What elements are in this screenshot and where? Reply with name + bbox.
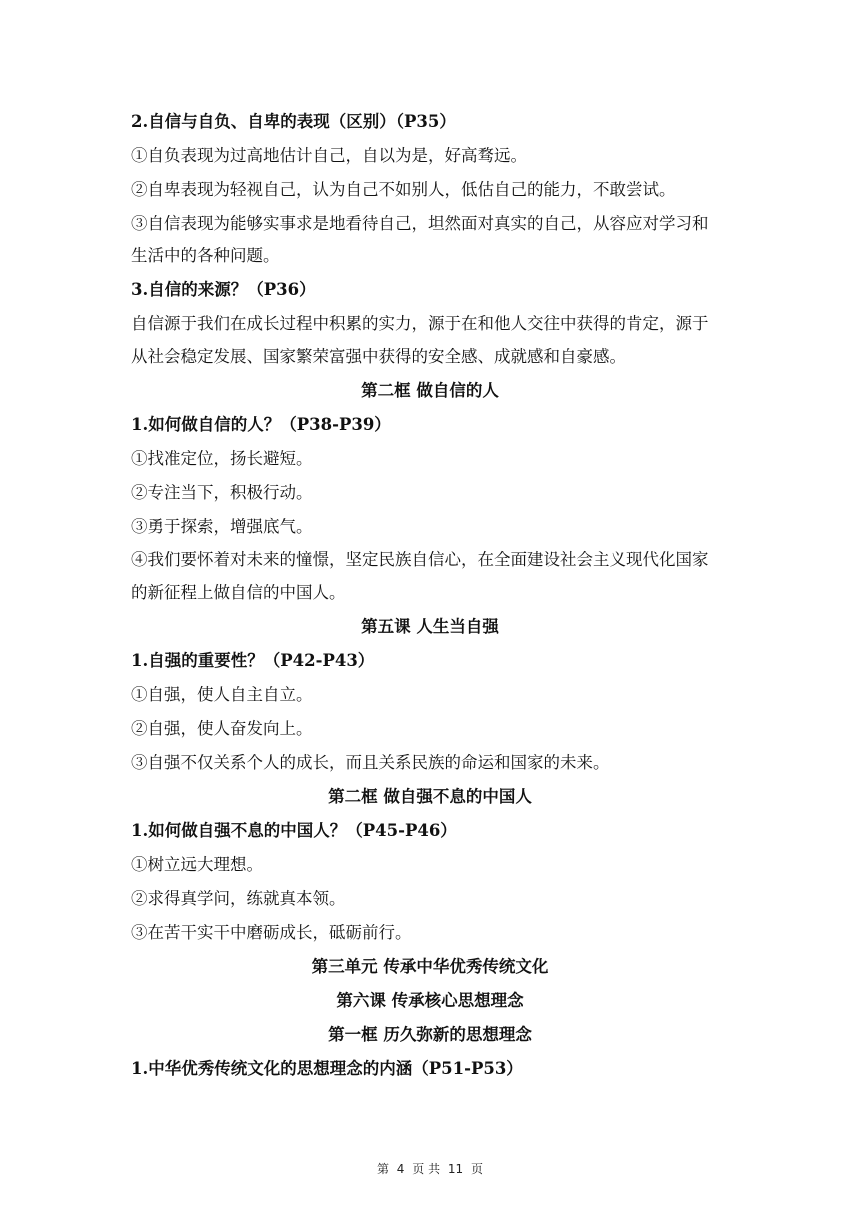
list-item-continuation: 生活中的各种问题。: [131, 246, 280, 265]
paragraph-line: 自信源于我们在成长过程中积累的实力，源于在和他人交往中获得的肯定，源于: [131, 314, 709, 333]
section-heading: 第二框 做自信的人: [361, 381, 499, 400]
question-title: 2.自信与自负、自卑的表现（区别）（P35）: [131, 112, 456, 131]
list-item: ③自信表现为能够实事求是地看待自己，坦然面对真实的自己，从容应对学习和: [131, 214, 709, 233]
list-item: ④我们要怀着对未来的憧憬，坚定民族自信心，在全面建设社会主义现代化国家: [131, 550, 709, 569]
list-item-continuation: 的新征程上做自信的中国人。: [131, 583, 346, 602]
list-item: ①自负表现为过高地估计自己，自以为是，好高骛远。: [131, 146, 527, 165]
list-item: ②求得真学问，练就真本领。: [131, 889, 346, 908]
unit-heading: 第三单元 传承中华优秀传统文化: [311, 957, 549, 976]
footer-mid: 页 共: [412, 1162, 441, 1176]
lesson-heading: 第六课 传承核心思想理念: [336, 991, 524, 1010]
list-item: ②自强，使人奋发向上。: [131, 719, 313, 738]
list-item: ②专注当下，积极行动。: [131, 483, 313, 502]
page-footer: [0, 1160, 860, 1177]
list-item: ③勇于探索，增强底气。: [131, 517, 313, 536]
question-title: 1.自强的重要性？（P42-P43）: [131, 651, 375, 670]
page-total: 11: [447, 1162, 464, 1176]
page-number: 4: [396, 1162, 405, 1176]
footer-prefix: 第: [376, 1162, 389, 1176]
question-title: 1.如何做自强不息的中国人？（P45-P46）: [131, 821, 457, 840]
list-item: ②自卑表现为轻视自己，认为自己不如别人，低估自己的能力，不敢尝试。: [131, 180, 676, 199]
list-item: ①找准定位，扬长避短。: [131, 449, 313, 468]
section-heading: 第五课 人生当自强: [361, 617, 499, 636]
list-item: ③在苦干实干中磨砺成长，砥砺前行。: [131, 923, 412, 942]
frame-heading: 第一框 历久弥新的思想理念: [328, 1025, 532, 1044]
list-item: ③自强不仅关系个人的成长，而且关系民族的命运和国家的未来。: [131, 753, 610, 772]
list-item: ①自强，使人自主自立。: [131, 685, 313, 704]
question-title: 1.如何做自信的人？（P38-P39）: [131, 415, 391, 434]
list-item: ①树立远大理想。: [131, 855, 263, 874]
question-title: 1.中华优秀传统文化的思想理念的内涵（P51-P53）: [131, 1059, 523, 1078]
paragraph-line: 从社会稳定发展、国家繁荣富强中获得的安全感、成就感和自豪感。: [131, 347, 626, 366]
question-title: 3.自信的来源？（P36）: [131, 280, 316, 299]
footer-suffix: 页: [471, 1162, 484, 1176]
section-heading: 第二框 做自强不息的中国人: [328, 787, 532, 806]
